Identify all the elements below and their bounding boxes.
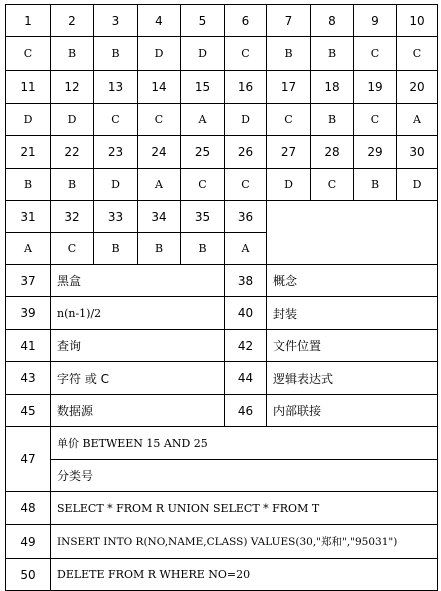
answer-cell: D <box>397 169 438 201</box>
answer-text: 字符 或 C <box>51 362 225 395</box>
answer-cell: C <box>181 169 225 201</box>
question-number: 43 <box>6 362 51 395</box>
answer-text: 封装 <box>267 297 438 330</box>
answer-cell: D <box>267 169 311 201</box>
question-number: 5 <box>181 5 225 37</box>
answer-text: 分类号 <box>51 460 438 492</box>
answer-cell: B <box>51 37 94 71</box>
question-number: 38 <box>225 265 267 297</box>
question-number: 11 <box>6 71 51 104</box>
question-number: 37 <box>6 265 51 297</box>
q47-row-2 <box>6 460 438 492</box>
answer-cell: A <box>138 169 181 201</box>
question-number: 19 <box>354 71 397 104</box>
answer-row <box>6 169 438 201</box>
answer-cell: D <box>181 37 225 71</box>
question-number: 21 <box>6 136 51 169</box>
question-number: 9 <box>354 5 397 37</box>
answer-text: DELETE FROM R WHERE NO=20 <box>51 559 438 591</box>
question-number: 49 <box>6 525 51 559</box>
question-number: 45 <box>6 395 51 427</box>
answer-cell: A <box>225 233 267 265</box>
question-number: 26 <box>225 136 267 169</box>
answer-text: n(n-1)/2 <box>51 297 225 330</box>
question-number: 36 <box>225 201 267 233</box>
pair-row <box>6 297 438 330</box>
question-number: 20 <box>397 71 438 104</box>
question-number: 4 <box>138 5 181 37</box>
number-row <box>6 5 438 37</box>
question-number: 40 <box>225 297 267 330</box>
question-number: 8 <box>311 5 354 37</box>
number-row <box>6 71 438 104</box>
answer-text: INSERT INTO R(NO,NAME,CLASS) VALUES(30,"郑和","95031") <box>51 525 438 559</box>
answer-row <box>6 104 438 136</box>
answer-cell: D <box>51 104 94 136</box>
question-number: 41 <box>6 330 51 362</box>
answer-cell: A <box>397 104 438 136</box>
question-number: 44 <box>225 362 267 395</box>
answer-cell: C <box>354 37 397 71</box>
question-number: 1 <box>6 5 51 37</box>
answer-cell: B <box>138 233 181 265</box>
question-number: 48 <box>6 492 51 525</box>
question-number: 13 <box>94 71 138 104</box>
answer-cell: D <box>6 104 51 136</box>
question-number: 15 <box>181 71 225 104</box>
question-number: 34 <box>138 201 181 233</box>
answer-cell: B <box>51 169 94 201</box>
question-number: 30 <box>397 136 438 169</box>
pair-row <box>6 330 438 362</box>
question-number: 27 <box>267 136 311 169</box>
answer-cell: A <box>6 233 51 265</box>
question-number: 24 <box>138 136 181 169</box>
question-number: 18 <box>311 71 354 104</box>
q47-row-1 <box>6 427 438 460</box>
answer-cell: C <box>51 233 94 265</box>
question-number: 12 <box>51 71 94 104</box>
answer-cell: B <box>354 169 397 201</box>
answer-text: 数据源 <box>51 395 225 427</box>
question-number: 3 <box>94 5 138 37</box>
question-number: 46 <box>225 395 267 427</box>
question-number: 47 <box>6 427 51 492</box>
empty-cell <box>267 201 438 265</box>
question-number: 42 <box>225 330 267 362</box>
question-number: 32 <box>51 201 94 233</box>
question-number: 10 <box>397 5 438 37</box>
question-number: 39 <box>6 297 51 330</box>
answer-text: 黑盒 <box>51 265 225 297</box>
question-number: 29 <box>354 136 397 169</box>
pair-row <box>6 395 438 427</box>
answer-cell: C <box>225 169 267 201</box>
question-number: 25 <box>181 136 225 169</box>
pair-row <box>6 265 438 297</box>
answer-text: 概念 <box>267 265 438 297</box>
number-row <box>6 201 438 233</box>
q48-row <box>6 492 438 525</box>
question-number: 6 <box>225 5 267 37</box>
answer-cell: D <box>138 37 181 71</box>
answer-row <box>6 37 438 71</box>
answer-cell: D <box>94 169 138 201</box>
question-number: 7 <box>267 5 311 37</box>
answer-cell: B <box>6 169 51 201</box>
answer-table <box>5 4 438 591</box>
answer-text: 文件位置 <box>267 330 438 362</box>
question-number: 2 <box>51 5 94 37</box>
q49-row <box>6 525 438 559</box>
question-number: 31 <box>6 201 51 233</box>
answer-cell: D <box>225 104 267 136</box>
question-number: 17 <box>267 71 311 104</box>
answer-cell: B <box>94 233 138 265</box>
answer-cell: C <box>225 37 267 71</box>
question-number: 16 <box>225 71 267 104</box>
answer-cell: B <box>311 37 354 71</box>
answer-cell: C <box>354 104 397 136</box>
answer-text: SELECT * FROM R UNION SELECT * FROM T <box>51 492 438 525</box>
q50-row <box>6 559 438 591</box>
question-number: 28 <box>311 136 354 169</box>
answer-cell: B <box>94 37 138 71</box>
number-row <box>6 136 438 169</box>
answer-cell: B <box>267 37 311 71</box>
answer-text: 逻辑表达式 <box>267 362 438 395</box>
question-number: 14 <box>138 71 181 104</box>
question-number: 35 <box>181 201 225 233</box>
answer-text: 查询 <box>51 330 225 362</box>
answer-cell: C <box>94 104 138 136</box>
answer-cell: C <box>311 169 354 201</box>
answer-cell: C <box>267 104 311 136</box>
answer-cell: B <box>181 233 225 265</box>
answer-cell: C <box>397 37 438 71</box>
answer-cell: C <box>138 104 181 136</box>
answer-cell: C <box>6 37 51 71</box>
answer-text: 单价 BETWEEN 15 AND 25 <box>51 427 438 460</box>
answer-text: 内部联接 <box>267 395 438 427</box>
answer-cell: B <box>311 104 354 136</box>
pair-row <box>6 362 438 395</box>
question-number: 23 <box>94 136 138 169</box>
answer-cell: A <box>181 104 225 136</box>
question-number: 50 <box>6 559 51 591</box>
question-number: 22 <box>51 136 94 169</box>
question-number: 33 <box>94 201 138 233</box>
